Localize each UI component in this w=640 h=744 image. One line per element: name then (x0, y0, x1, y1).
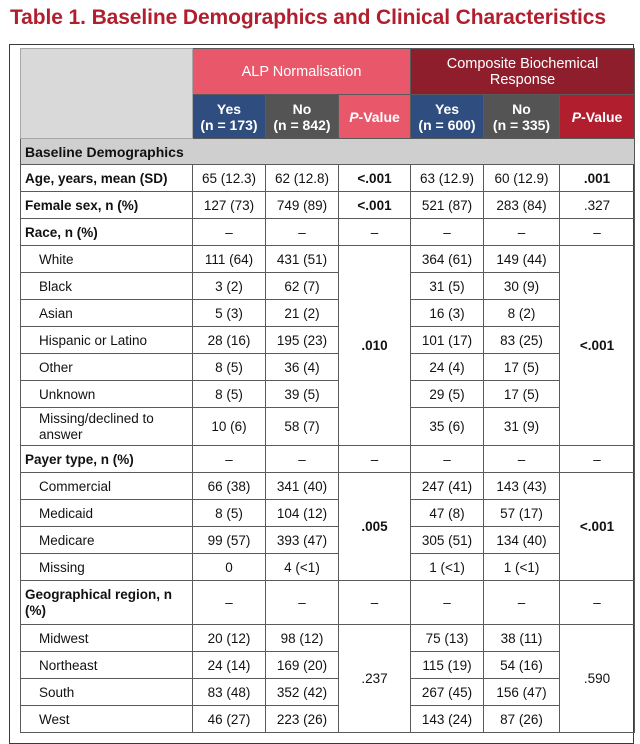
header-corner (21, 49, 193, 139)
table-row (21, 246, 635, 273)
cell: – (411, 219, 484, 246)
demographics-table (20, 48, 635, 733)
cell: 54 (16) (484, 652, 560, 679)
cell: 169 (20) (266, 652, 339, 679)
cell: 267 (45) (411, 679, 484, 706)
row-label: Hispanic or Latino (21, 327, 193, 354)
cell: 39 (5) (266, 381, 339, 408)
cell: – (266, 219, 339, 246)
table-row (21, 354, 635, 381)
table-row (21, 679, 635, 706)
cell: – (484, 219, 560, 246)
cell: 66 (38) (193, 473, 266, 500)
cell: 305 (51) (411, 527, 484, 554)
table-row (21, 381, 635, 408)
section-label: Baseline Demographics (21, 139, 635, 165)
cell: 24 (14) (193, 652, 266, 679)
cell: 195 (23) (266, 327, 339, 354)
cell: 17 (5) (484, 354, 560, 381)
cell: 431 (51) (266, 246, 339, 273)
row-label: Northeast (21, 652, 193, 679)
cell: 283 (84) (484, 192, 560, 219)
cell: 134 (40) (484, 527, 560, 554)
row-label: Payer type, n (%) (21, 446, 193, 473)
cell: – (266, 446, 339, 473)
row-label: Geographical region, n (%) (21, 581, 193, 625)
cell: – (484, 581, 560, 625)
cell: 8 (2) (484, 300, 560, 327)
col-header-no-alp: No (n = 842) (266, 95, 339, 139)
table-row (21, 408, 635, 446)
row-label: South (21, 679, 193, 706)
cell: 62 (12.8) (266, 165, 339, 192)
cell: 58 (7) (266, 408, 339, 446)
table-row (21, 554, 635, 581)
cell: 20 (12) (193, 625, 266, 652)
cell: 143 (24) (411, 706, 484, 733)
cell: 8 (5) (193, 381, 266, 408)
table-row (21, 625, 635, 652)
cell: 127 (73) (193, 192, 266, 219)
col-header-pvalue-cbr: P-Value (560, 95, 635, 139)
col-header-no-cbr: No (n = 335) (484, 95, 560, 139)
cell: 149 (44) (484, 246, 560, 273)
region-pvalue-cbr: .590 (560, 625, 635, 733)
cell: 63 (12.9) (411, 165, 484, 192)
cell: 35 (6) (411, 408, 484, 446)
cell: 17 (5) (484, 381, 560, 408)
race-pvalue-cbr: <.001 (560, 246, 635, 446)
row-label: Medicare (21, 527, 193, 554)
cell: 3 (2) (193, 273, 266, 300)
row-label: Race, n (%) (21, 219, 193, 246)
table-row-age (21, 165, 635, 192)
cell: 60 (12.9) (484, 165, 560, 192)
composite-response-header: Composite Biochemical Response (411, 49, 635, 95)
cell: 38 (11) (484, 625, 560, 652)
table-row (21, 706, 635, 733)
race-pvalue-alp: .010 (339, 246, 411, 446)
cell: 46 (27) (193, 706, 266, 733)
row-label: Missing (21, 554, 193, 581)
cell: – (193, 581, 266, 625)
cell: 28 (16) (193, 327, 266, 354)
col-header-yes-cbr: Yes (n = 600) (411, 95, 484, 139)
table-row (21, 500, 635, 527)
table-row (21, 473, 635, 500)
row-label: West (21, 706, 193, 733)
cell: 101 (17) (411, 327, 484, 354)
cell: – (560, 581, 635, 625)
row-label: Missing/declined to answer (21, 408, 193, 446)
cell: 1 (<1) (411, 554, 484, 581)
cell: 36 (4) (266, 354, 339, 381)
cell: 115 (19) (411, 652, 484, 679)
cell: 57 (17) (484, 500, 560, 527)
cell: – (411, 446, 484, 473)
cell: 364 (61) (411, 246, 484, 273)
cell: 8 (5) (193, 500, 266, 527)
row-label: Commercial (21, 473, 193, 500)
cell: 21 (2) (266, 300, 339, 327)
cell: – (339, 219, 411, 246)
row-label: Medicaid (21, 500, 193, 527)
cell: 341 (40) (266, 473, 339, 500)
cell: 65 (12.3) (193, 165, 266, 192)
cell: 16 (3) (411, 300, 484, 327)
table-row (21, 300, 635, 327)
cell: 31 (9) (484, 408, 560, 446)
cell-pvalue: <.001 (339, 165, 411, 192)
cell: 31 (5) (411, 273, 484, 300)
cell: 99 (57) (193, 527, 266, 554)
cell: 83 (25) (484, 327, 560, 354)
cell: 1 (<1) (484, 554, 560, 581)
cell: – (484, 446, 560, 473)
cell: 156 (47) (484, 679, 560, 706)
cell: 8 (5) (193, 354, 266, 381)
col-header-pvalue-alp: P-Value (339, 95, 411, 139)
table-row-female (21, 192, 635, 219)
cell: – (193, 446, 266, 473)
col-header-yes-alp: Yes (n = 173) (193, 95, 266, 139)
cell: 749 (89) (266, 192, 339, 219)
cell: 521 (87) (411, 192, 484, 219)
row-label: Unknown (21, 381, 193, 408)
table-row-race (21, 219, 635, 246)
table-row-region (21, 581, 635, 625)
cell: 393 (47) (266, 527, 339, 554)
cell: 98 (12) (266, 625, 339, 652)
table-row (21, 273, 635, 300)
table-row-payer (21, 446, 635, 473)
cell: 75 (13) (411, 625, 484, 652)
payer-pvalue-alp: .005 (339, 473, 411, 581)
cell: – (411, 581, 484, 625)
cell: – (560, 219, 635, 246)
section-row-demographics (21, 139, 635, 165)
cell: 0 (193, 554, 266, 581)
cell: – (266, 581, 339, 625)
cell: 30 (9) (484, 273, 560, 300)
cell: 143 (43) (484, 473, 560, 500)
table-row (21, 327, 635, 354)
row-label: Black (21, 273, 193, 300)
row-label: Female sex, n (%) (21, 192, 193, 219)
table-row (21, 527, 635, 554)
cell: 47 (8) (411, 500, 484, 527)
cell-pvalue: .327 (560, 192, 635, 219)
cell: 87 (26) (484, 706, 560, 733)
cell: 5 (3) (193, 300, 266, 327)
payer-pvalue-cbr: <.001 (560, 473, 635, 581)
cell-pvalue: <.001 (339, 192, 411, 219)
cell: 83 (48) (193, 679, 266, 706)
cell: – (193, 219, 266, 246)
cell: 223 (26) (266, 706, 339, 733)
alp-normalisation-header: ALP Normalisation (193, 49, 411, 95)
cell: 62 (7) (266, 273, 339, 300)
cell: 104 (12) (266, 500, 339, 527)
row-label: White (21, 246, 193, 273)
cell: – (339, 581, 411, 625)
table-row (21, 652, 635, 679)
row-label: Midwest (21, 625, 193, 652)
cell: 4 (<1) (266, 554, 339, 581)
cell-pvalue: .001 (560, 165, 635, 192)
cell: 29 (5) (411, 381, 484, 408)
row-label: Age, years, mean (SD) (21, 165, 193, 192)
row-label: Asian (21, 300, 193, 327)
cell: 10 (6) (193, 408, 266, 446)
cell: 247 (41) (411, 473, 484, 500)
cell: 24 (4) (411, 354, 484, 381)
cell: – (560, 446, 635, 473)
region-pvalue-alp: .237 (339, 625, 411, 733)
table-title: Table 1. Baseline Demographics and Clinical Characteristics (10, 6, 606, 29)
cell: – (339, 446, 411, 473)
row-label: Other (21, 354, 193, 381)
cell: 352 (42) (266, 679, 339, 706)
group-header-row (21, 49, 635, 95)
cell: 111 (64) (193, 246, 266, 273)
